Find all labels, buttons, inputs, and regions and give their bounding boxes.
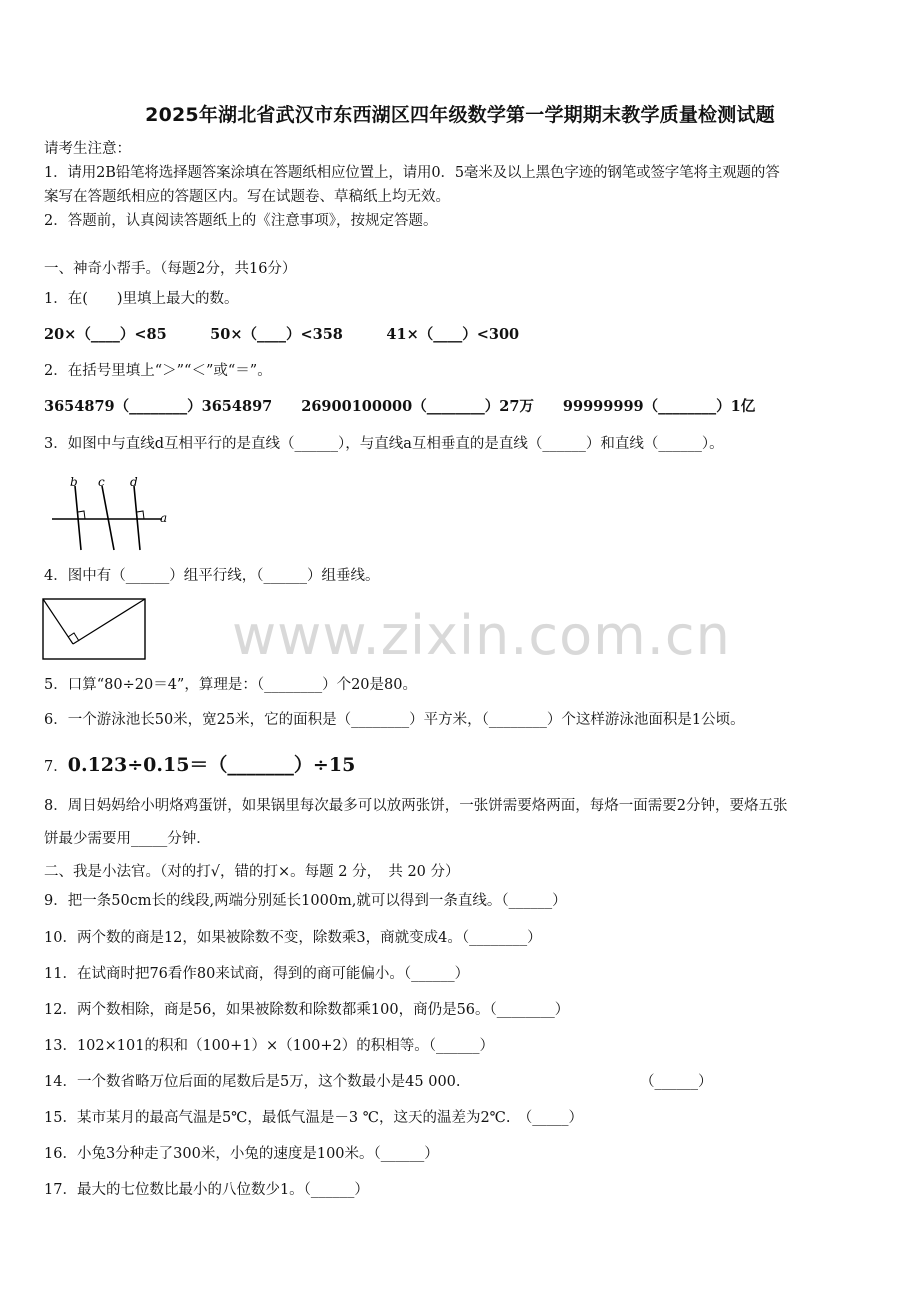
question-1-items: 20×（____）<85 50×（____）<358 41×（____）<300 — [44, 326, 520, 343]
question-2: 2．在括号里填上“＞”“＜”或“＝”。 — [44, 363, 272, 379]
question-7-number: 7． — [44, 759, 68, 775]
question-9: 9．把一条50cm长的线段,两端分别延长1000m,就可以得到一条直线。（______） — [44, 893, 567, 909]
page-title: 2025年湖北省武汉市东西湖区四年级数学第一学期期末教学质量检测试题 — [145, 104, 775, 126]
question-4: 4．图中有（______）组平行线，（______）组垂线。 — [44, 568, 380, 584]
question-13: 13．102×101的积和（100+1）×（100+2）的积相等。（______） — [44, 1038, 494, 1054]
question-2-items: 3654879（________）3654897 26900100000（________）27万 99999999（________）1亿 — [44, 398, 756, 415]
section1-heading: 一、神奇小帮手。（每题2分，共16分） — [44, 261, 297, 277]
question-8b: 饼最少需要用_____分钟． — [44, 831, 211, 847]
question-7: 0.123÷0.15＝（_______）÷15 — [67, 754, 356, 776]
question-16: 16．小兔3分种走了300米，小兔的速度是100米。（______） — [44, 1146, 439, 1162]
question-6: 6．一个游泳池长50米，宽25米，它的面积是（________）平方米，（________）个这样游泳池面积是1公顷。 — [44, 712, 745, 728]
question-14-blank: （______） — [640, 1074, 713, 1090]
question-15: 15．某市某月的最高气温是5℃，最低气温是－3 ℃，这天的温差为2℃. （_____） — [44, 1110, 584, 1126]
line-label-d: d — [130, 475, 138, 489]
question-14: 14．一个数省略万位后面的尾数后是5万，这个数最小是45 000. — [44, 1074, 461, 1090]
question-11: 11．在试商时把76看作80来试商，得到的商可能偏小。（______） — [44, 966, 470, 982]
parallel-lines-figure — [48, 474, 178, 556]
line-label-c: c — [98, 475, 105, 489]
notice-line-1a: 1．请用2B铅笔将选择题答案涂填在答题纸相应位置上，请用0．5毫米及以上黑色字迹的钢笔或签字笔将主观题的答 — [44, 165, 780, 181]
line-label-b: b — [70, 475, 78, 489]
notice-heading: 请考生注意： — [44, 141, 131, 157]
notice-line-2: 2．答题前，认真阅读答题纸上的《注意事项》，按规定答题。 — [44, 213, 438, 229]
watermark: www.zixin.com.cn — [232, 604, 731, 667]
rectangle-figure — [42, 598, 148, 662]
question-8a: 8．周日妈妈给小明烙鸡蛋饼，如果锅里每次最多可以放两张饼，一张饼需要烙两面，每烙一面需要2分钟，要烙五张 — [44, 798, 788, 814]
question-12: 12．两个数相除，商是56，如果被除数和除数都乘100，商仍是56。（________） — [44, 1002, 570, 1018]
section2-heading: 二、我是小法官。（对的打√，错的打×。每题 2 分， 共 20 分） — [44, 864, 460, 880]
question-5: 5．口算“80÷20＝4”，算理是：（________）个20是80。 — [44, 677, 417, 693]
notice-line-1b: 案写在答题纸相应的答题区内。写在试题卷、草稿纸上均无效。 — [44, 189, 450, 205]
line-label-a: a — [160, 511, 168, 525]
question-3: 3．如图中与直线d互相平行的是直线（______），与直线a互相垂直的是直线（______）和直线（______）。 — [44, 436, 724, 452]
question-10: 10．两个数的商是12，如果被除数不变，除数乘3，商就变成4。（________） — [44, 930, 542, 946]
question-1: 1．在( )里填上最大的数。 — [44, 291, 239, 307]
question-17: 17．最大的七位数比最小的八位数少1。（______） — [44, 1182, 369, 1198]
